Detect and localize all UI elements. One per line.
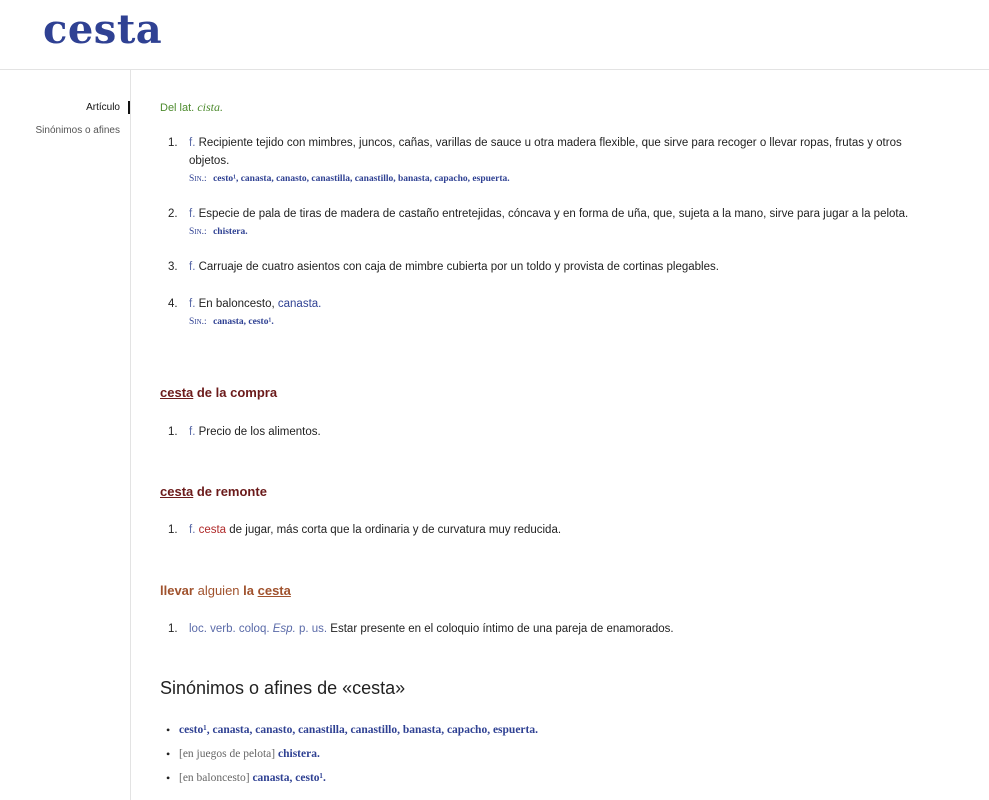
locution-heading bbox=[160, 583, 291, 598]
cross-reference-link[interactable]: canasta. bbox=[277, 298, 322, 310]
definition-text: de jugar, más corta que la ordinaria y de curvatura muy reducida. bbox=[226, 524, 562, 536]
nav-item-articulo[interactable]: Artículo bbox=[86, 101, 130, 114]
synonym-line bbox=[189, 315, 920, 329]
definition-text: Recipiente tejido con mimbres, juncos, cañas, varillas de sauce u otra madera flexible, que sirve para recoger o llevar ropas, frutas y otros objetos. bbox=[189, 137, 902, 167]
synonyms-heading: Sinónimos o afines de «cesta» bbox=[160, 678, 406, 698]
grammar-abbr[interactable]: f. bbox=[189, 208, 196, 220]
locution-definition-list bbox=[160, 521, 920, 539]
synonym-context: [en juegos de pelota] bbox=[179, 748, 278, 760]
synonym-label: Sin.: bbox=[189, 174, 207, 184]
definition-number: 1. bbox=[168, 623, 178, 635]
headword-mention: cesta bbox=[198, 524, 227, 536]
nav-item-sinonimos[interactable]: Sinónimos o afines bbox=[35, 125, 120, 136]
synonym-context: [en baloncesto] bbox=[179, 772, 253, 784]
definition-text: Carruaje de cuatro asientos con caja de mimbre cubierta por un toldo y provista de cortinas plegables. bbox=[198, 261, 719, 273]
locution-definition-list bbox=[160, 423, 920, 441]
synonym-line bbox=[189, 172, 920, 186]
synonym-line bbox=[189, 225, 920, 239]
locution-head-link[interactable]: cesta bbox=[257, 583, 291, 598]
grammar-abbr[interactable]: f. bbox=[189, 261, 196, 273]
grammar-abbr[interactable]: f. bbox=[189, 137, 196, 149]
locution-definition bbox=[160, 620, 920, 638]
grammar-abbr[interactable]: f. bbox=[189, 426, 196, 438]
locution-definition-list bbox=[160, 620, 920, 638]
synonym-item bbox=[160, 718, 538, 742]
region-abbr[interactable]: Esp. bbox=[272, 623, 296, 635]
locution-word: llevar bbox=[160, 583, 194, 598]
locution-head-link[interactable]: cesta bbox=[160, 385, 194, 400]
definition-text: Estar presente en el coloquio íntimo de una pareja de enamorados. bbox=[327, 623, 674, 635]
locution-rest: de la compra bbox=[193, 385, 278, 400]
locution-heading bbox=[160, 385, 277, 400]
grammar-abbr[interactable]: f. bbox=[189, 524, 196, 536]
definition-number: 2. bbox=[168, 208, 178, 220]
etymology bbox=[160, 100, 223, 115]
grammar-abbr[interactable]: loc. verb. coloq. bbox=[189, 623, 270, 635]
synonym-label: Sin.: bbox=[189, 317, 207, 327]
etymology-word: cista. bbox=[197, 100, 223, 114]
usage-abbr[interactable]: p. us. bbox=[298, 623, 328, 635]
definition-list bbox=[160, 134, 920, 329]
grammar-abbr[interactable]: f. bbox=[189, 298, 196, 310]
synonym-links[interactable]: cesto¹, canasta, canasto, canastilla, canastillo, banasta, capacho, espuerta. bbox=[179, 724, 538, 736]
etymology-prefix: Del lat. bbox=[160, 102, 195, 114]
definition-2 bbox=[160, 205, 920, 239]
definition-3 bbox=[160, 258, 920, 276]
synonym-links[interactable]: canasta, cesto¹. bbox=[213, 317, 274, 327]
locution-word: alguien bbox=[193, 583, 244, 598]
layout bbox=[0, 70, 989, 800]
header bbox=[0, 0, 989, 70]
definition-number: 1. bbox=[168, 524, 178, 536]
synonym-label: Sin.: bbox=[189, 227, 207, 237]
definition-1 bbox=[160, 134, 920, 186]
definition-text: Especie de pala de tiras de madera de castaño entretejidas, cóncava y en forma de uña, que, sujeta a la mano, sirve para jugar a la pelota. bbox=[198, 208, 909, 220]
locution-definition bbox=[160, 521, 920, 539]
locution-definition bbox=[160, 423, 920, 441]
synonym-links[interactable]: chistera. bbox=[278, 748, 320, 760]
definition-text: En baloncesto, bbox=[198, 298, 275, 310]
definition-number: 3. bbox=[168, 261, 178, 273]
definition-text: Precio de los alimentos. bbox=[198, 426, 321, 438]
definition-number: 1. bbox=[168, 426, 178, 438]
synonym-links[interactable]: chistera. bbox=[213, 227, 248, 237]
definition-number: 1. bbox=[168, 137, 178, 149]
definition-number: 4. bbox=[168, 298, 178, 310]
synonym-links[interactable]: canasta, cesto¹. bbox=[252, 772, 326, 784]
synonym-item bbox=[160, 742, 538, 766]
locution-head-link[interactable]: cesta bbox=[160, 484, 194, 499]
side-nav bbox=[0, 70, 131, 800]
locution-word: la bbox=[243, 583, 258, 598]
synonyms-list bbox=[160, 718, 538, 790]
page-title: cesta bbox=[43, 6, 163, 53]
synonym-item bbox=[160, 766, 538, 790]
definition-4 bbox=[160, 295, 920, 329]
locution-rest: de remonte bbox=[193, 484, 267, 499]
synonym-links[interactable]: cesto¹, canasta, canasto, canastilla, canastillo, banasta, capacho, espuerta. bbox=[213, 174, 510, 184]
locution-heading bbox=[160, 484, 267, 499]
